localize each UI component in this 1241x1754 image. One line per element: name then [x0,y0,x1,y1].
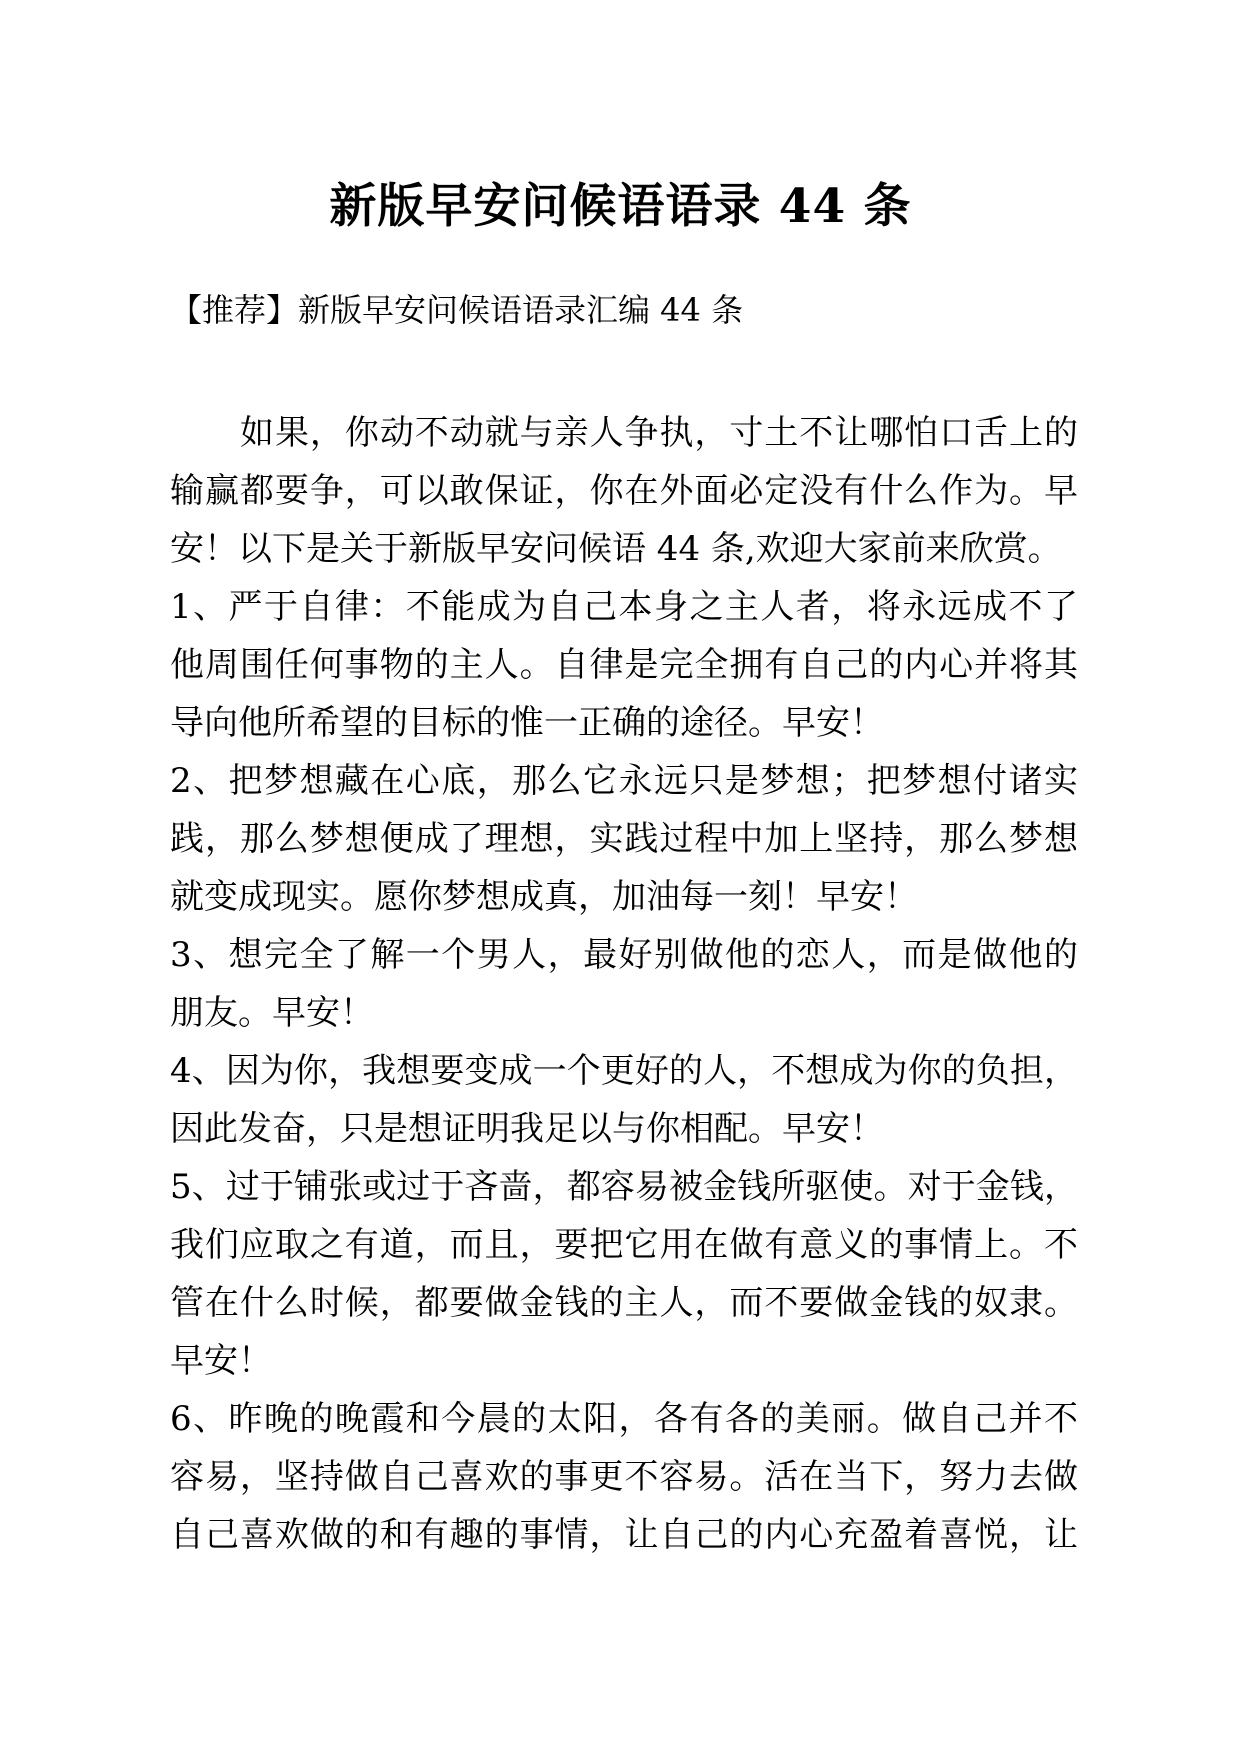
body-line: 管在什么时候，都要做金钱的主人，而不要做金钱的奴隶。 [170,1283,1078,1323]
paragraph-quote-1 [170,578,1078,752]
paragraph-quote-2 [170,752,1078,926]
paragraph-quote-5 [170,1158,1078,1390]
body-line: 5、过于铺张或过于吝啬，都容易被金钱所驱使。对于金钱， [170,1167,1078,1207]
paragraph-intro [170,404,1078,578]
body-line: 安！以下是关于新版早安问候语 44 条,欢迎大家前来欣赏。 [170,529,1062,569]
body-line: 因此发奋，只是想证明我足以与你相配。早安！ [170,1109,884,1149]
body-line: 自己喜欢做的和有趣的事情，让自己的内心充盈着喜悦，让 [170,1515,1078,1555]
body-line: 导向他所希望的目标的惟一正确的途径。早安！ [170,703,884,743]
body-line: 践，那么梦想便成了理想，实践过程中加上坚持，那么梦想 [170,819,1078,859]
body-line: 如果，你动不动就与亲人争执，寸土不让哪怕口舌上的 [240,413,1078,453]
paragraph-quote-4 [170,1042,1078,1158]
paragraph-quote-6 [170,1390,1078,1564]
body-line: 就变成现实。愿你梦想成真，加油每一刻！早安！ [170,877,918,917]
body-line: 1、严于自律：不能成为自己本身之主人者，将永远成不了 [170,587,1078,627]
body-line: 他周围任何事物的主人。自律是完全拥有自己的内心并将其 [170,645,1078,685]
document-subtitle: 【推荐】新版早安问候语语录汇编 44 条 [170,291,744,329]
body-line: 3、想完全了解一个男人，最好别做他的恋人，而是做他的 [170,935,1078,975]
document-body [170,404,1078,1564]
body-line: 6、昨晚的晚霞和今晨的太阳，各有各的美丽。做自己并不 [170,1399,1078,1439]
body-line: 4、因为你，我想要变成一个更好的人，不想成为你的负担， [170,1051,1078,1091]
body-line: 输赢都要争，可以敢保证，你在外面必定没有什么作为。早 [170,471,1078,511]
document-title: 新版早安问候语语录 44 条 [329,179,912,235]
body-line: 早安！ [170,1341,272,1381]
body-line: 朋友。早安！ [170,993,374,1033]
body-line: 我们应取之有道，而且，要把它用在做有意义的事情上。不 [170,1225,1078,1265]
body-line: 2、把梦想藏在心底，那么它永远只是梦想；把梦想付诸实 [170,761,1078,801]
paragraph-quote-3 [170,926,1078,1042]
body-line: 容易，坚持做自己喜欢的事更不容易。活在当下，努力去做 [170,1457,1078,1497]
